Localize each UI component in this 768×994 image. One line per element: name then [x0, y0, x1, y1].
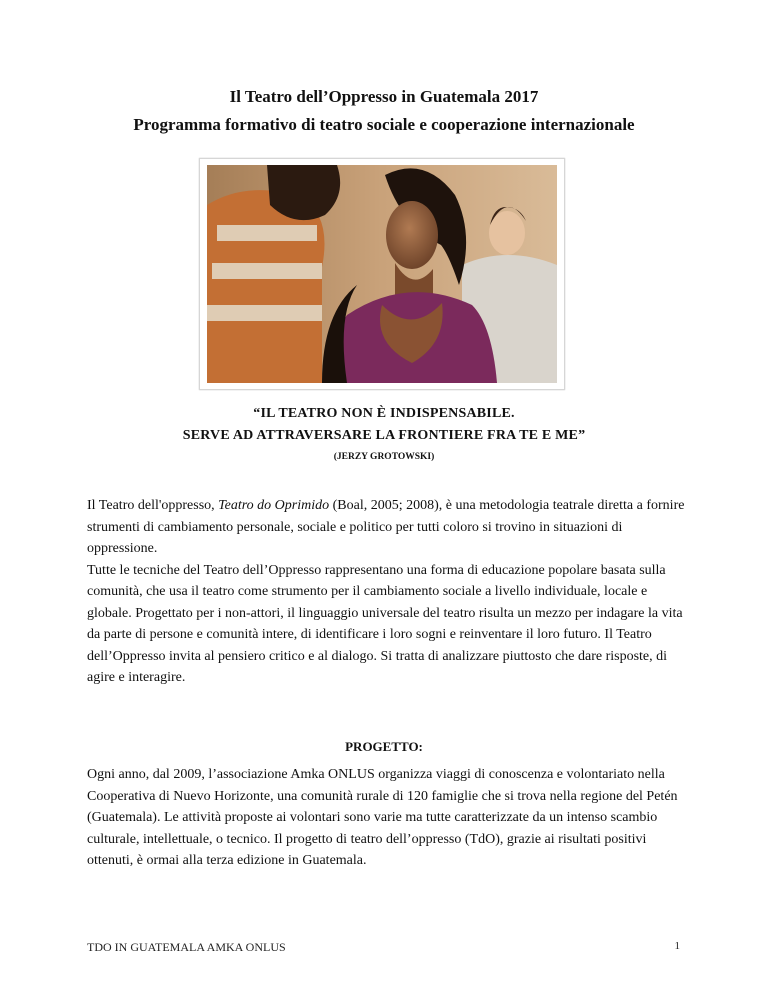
intro-section [87, 495, 687, 689]
progetto-paragraph: Ogni anno, dal 2009, l’associazione Amka ONLUS organizza viaggi di conoscenza e volontariato nella Cooperativa di Nuevo Horizonte, una comunità rurale di 120 famiglie che si trova nella regione del Petén (Guatemala). Le attività proposte ai volontari sono varie ma tutte caratterizzate da un intenso scambio culturale, intellettuale, o tecnico. Il progetto di teatro dell’oppresso (TdO), grazie ai risultati positivi ottenuti, è ormai alla terza edizione in Guatemala. [87, 767, 678, 868]
quote-line-2: SERVE AD ATTRAVERSARE LA FRONTIERE FRA TE E ME” [182, 428, 586, 443]
intro-p1-text-after: (Boal, 2005; 2008), è una metodologia teatrale diretta a fornire strumenti di cambiamento personale, sociale e politico per tutti coloro si trovino in situazioni di oppressione. [87, 498, 685, 556]
intro-p1-text: Il Teatro dell'oppresso, [87, 498, 219, 513]
progetto-heading: PROGETTO: [345, 739, 423, 754]
quote-line-1: “IL TEATRO NON È INDISPENSABILE. [253, 406, 515, 421]
intro-paragraph-1 [87, 495, 687, 560]
quote-author: (JERZY GROTOWSKI) [333, 452, 435, 462]
document-title: Il Teatro dell’Oppresso in Guatemala 2017 [229, 87, 539, 106]
photo-illustration [207, 165, 557, 383]
intro-p1-italic: Teatro do Oprimido [218, 498, 330, 513]
document-subtitle: Programma formativo di teatro sociale e cooperazione internazionale [133, 115, 635, 134]
page-footer: TDO IN GUATEMALA AMKA ONLUS [87, 940, 286, 954]
intro-paragraph-2: Tutte le tecniche del Teatro dell’Oppresso rappresentano una forma di educazione popolare basata sulla comunità, che usa il teatro come strumento per il cambiamento sociale a livello individuale, locale e globale. Progettato per i non-attori, il linguaggio universale del teatro risulta un mezzo per indagare la vita da parte di persone e comunità intere, di identificare i loro sogni e reinventare il loro futuro. Il Teatro dell’Oppresso invita al pensiero critico e al dialogo. Si tratta di analizzare piuttosto che dare risposte, di agire e interagire. [87, 562, 683, 685]
photo-frame [199, 158, 565, 390]
theatre-photo [207, 165, 557, 383]
page-number: 1 [674, 940, 680, 952]
progetto-section [87, 764, 687, 872]
